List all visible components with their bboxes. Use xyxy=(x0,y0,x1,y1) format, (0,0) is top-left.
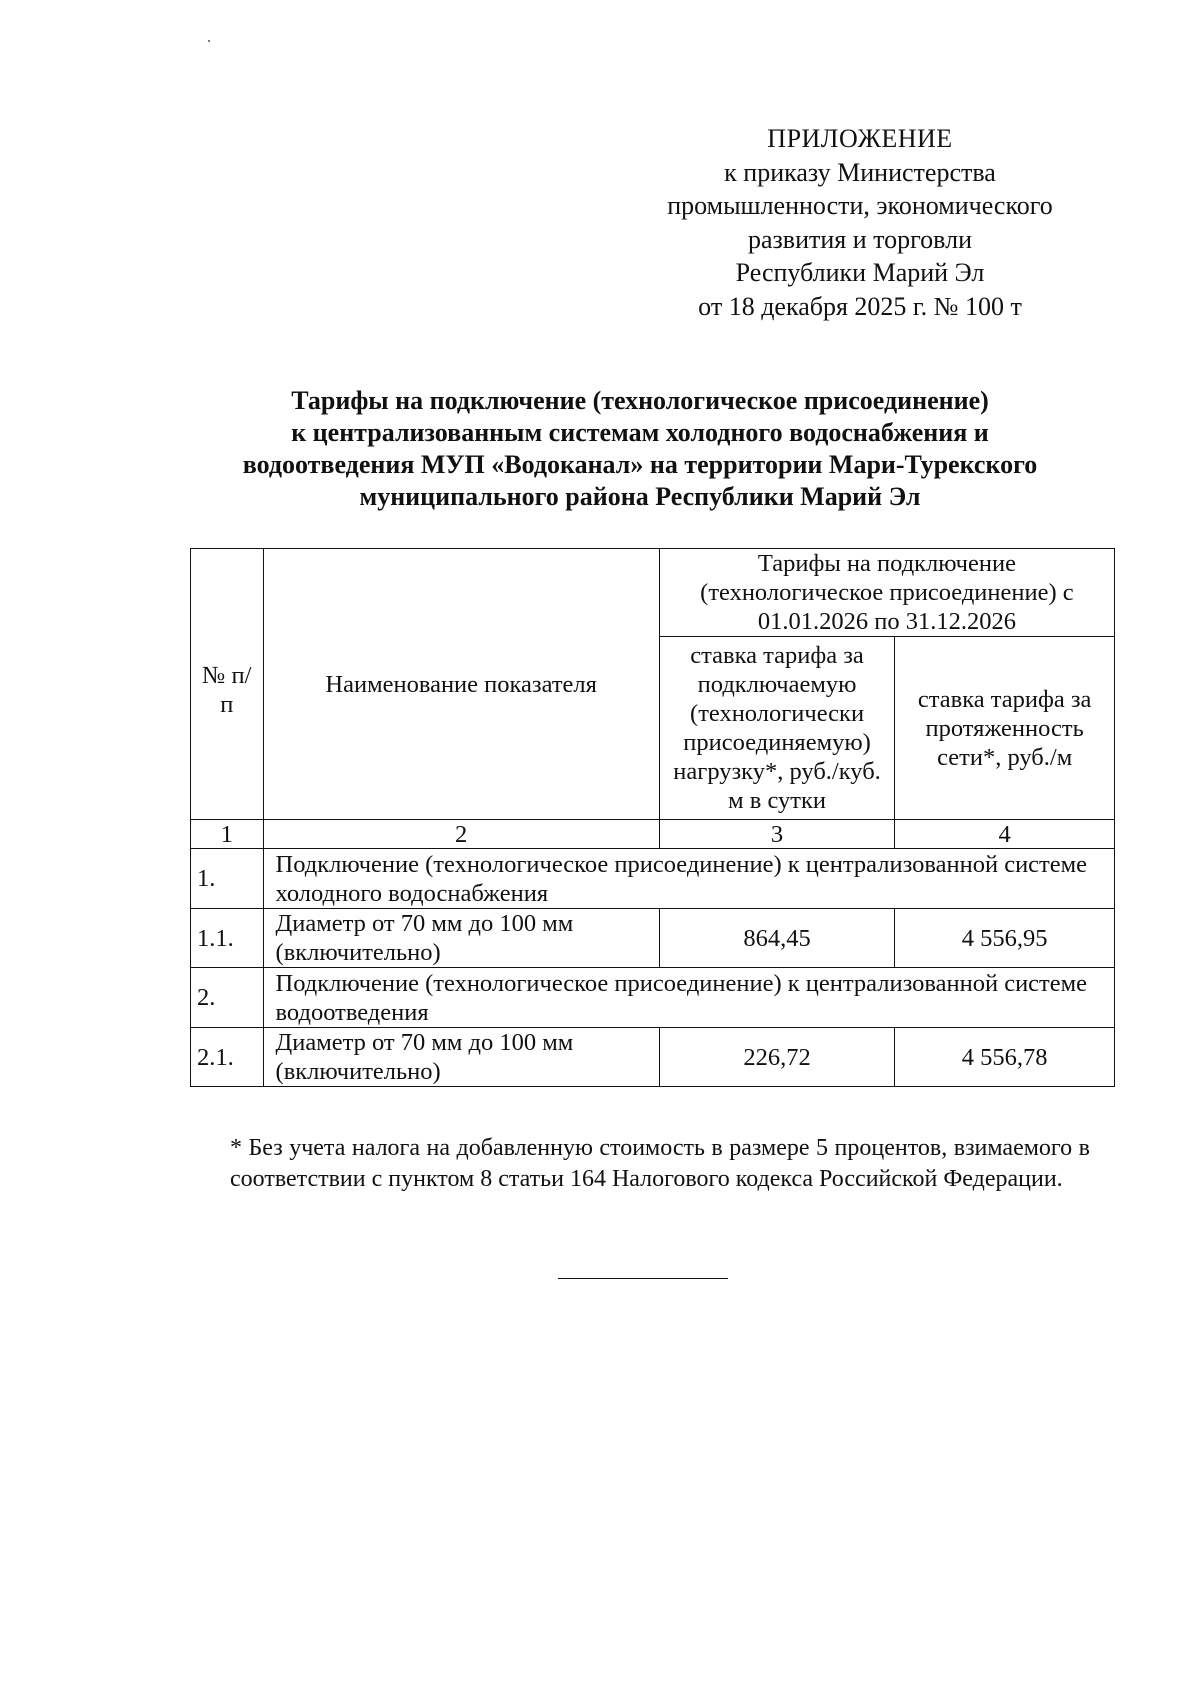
document-title xyxy=(170,385,1110,513)
header-tariff-group: Тарифы на подключение (технологическое присоединение) с 01.01.2026 по 31.12.2026 xyxy=(659,549,1114,637)
row-section-name: Подключение (технологическое присоединение) к централизованной системе холодного водоснабжения xyxy=(263,849,1114,909)
table-header-row xyxy=(191,549,1115,637)
appendix-line: от 18 декабря 2025 г. № 100 т xyxy=(698,291,1022,321)
scan-speck xyxy=(208,40,210,42)
title-line: к централизованным системам холодного водоснабжения и xyxy=(291,418,989,447)
row-name: Диаметр от 70 мм до 100 мм (включительно) xyxy=(263,1028,659,1087)
footnote: * Без учета налога на добавленную стоимость в размере 5 процентов, взимаемого в соответствии с пунктом 8 статьи 164 Налогового кодекса Российской Федерации. xyxy=(230,1135,1090,1192)
row-num: 1. xyxy=(191,849,264,909)
row-rate-length: 4 556,95 xyxy=(895,909,1115,968)
table-row xyxy=(191,968,1115,1028)
separator-line xyxy=(558,1278,728,1279)
row-name: Диаметр от 70 мм до 100 мм (включительно) xyxy=(263,909,659,968)
row-rate-load: 864,45 xyxy=(659,909,894,968)
header-num: № п/п xyxy=(191,549,264,820)
column-number: 1 xyxy=(191,820,264,849)
table-row xyxy=(191,849,1115,909)
header-name: Наименование показателя xyxy=(263,549,659,820)
appendix-line: промышленности, экономического xyxy=(667,191,1053,220)
appendix-block xyxy=(620,122,1100,323)
appendix-line: Республики Марий Эл xyxy=(735,258,985,287)
column-number-row xyxy=(191,820,1115,849)
appendix-title: ПРИЛОЖЕНИЕ xyxy=(767,124,953,153)
title-line: муниципального района Республики Марий Эл xyxy=(359,482,921,511)
column-number: 2 xyxy=(263,820,659,849)
appendix-line: развития и торговли xyxy=(747,224,972,254)
row-num: 2. xyxy=(191,968,264,1028)
appendix-line: к приказу Министерства xyxy=(724,157,996,187)
title-line: водоотведения МУП «Водоканал» на территории Мари-Турекского xyxy=(242,450,1038,479)
column-number: 3 xyxy=(659,820,894,849)
column-number: 4 xyxy=(895,820,1115,849)
row-num: 1.1. xyxy=(191,909,264,968)
tariff-table xyxy=(190,548,1115,1087)
row-rate-load: 226,72 xyxy=(659,1028,894,1087)
row-num: 2.1. xyxy=(191,1028,264,1087)
table-row xyxy=(191,909,1115,968)
table-row xyxy=(191,1028,1115,1087)
header-rate-load: ставка тарифа за подключаемую (технологически присоединяемую) нагрузку*, руб./куб. м в сутки xyxy=(659,637,894,820)
row-section-name: Подключение (технологическое присоединение) к централизованной системе водоотведения xyxy=(263,968,1114,1028)
title-line: Тарифы на подключение (технологическое присоединение) xyxy=(291,386,989,415)
header-rate-length: ставка тарифа за протяженность сети*, руб./м xyxy=(895,637,1115,820)
row-rate-length: 4 556,78 xyxy=(895,1028,1115,1087)
